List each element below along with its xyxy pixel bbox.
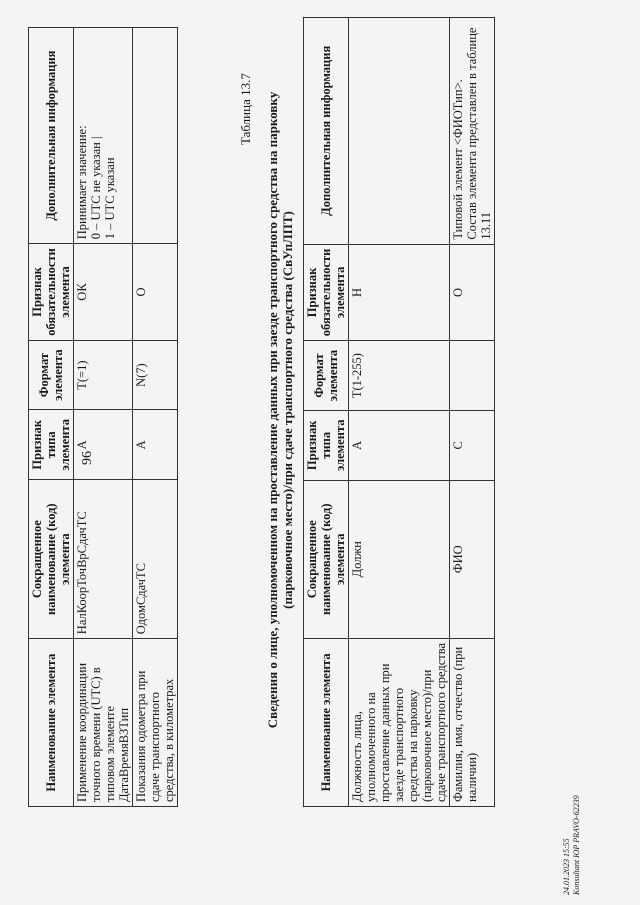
cell-required: Н [349,244,450,341]
cell-name: Фамилия, имя, отчество (при наличии) [450,638,495,806]
cell-code: Должн [349,480,450,638]
table-row [349,18,450,807]
stamp-source: Konsultant ЮР PRAVO-62239 [572,795,581,895]
header-element-format: Формат элемента [29,340,74,410]
page-number: 96 [80,451,95,465]
table-row [450,18,495,807]
cell-name: Применение координации точного времени (UTC) в типовом элементе ДатаВремяВЗТип [74,639,133,807]
header-element-type: Признак типа элемента [304,410,349,480]
cell-info [133,28,178,244]
info-line: 1 – UTC указан [103,157,117,240]
cell-code: НалКоорТочВрСдачТС [74,480,133,639]
cell-name: Должность лица, уполномоченного на проставление данных при заезде транспортного средства на парковку (парковочное место)/при сдаче транспортного средства [349,638,450,806]
info-line: Состав элемента представлен в таблице 13.11 [465,27,493,240]
header-element-code: Сокращенное наименование (код) элемента [304,480,349,638]
cell-type: А [133,410,178,480]
header-element-required: Признак обязательности элемента [304,244,349,341]
header-element-code: Сокращенное наименование (код) элемента [29,480,74,639]
table-element-list-top [28,27,178,807]
header-element-type: Признак типа элемента [29,410,74,480]
info-line: 0 – UTC не указан | [89,136,103,240]
header-element-format: Формат элемента [304,341,349,411]
header-element-required: Признак обязательности элемента [29,244,74,341]
cell-code: ОдомСдачТС [133,480,178,639]
table-row [74,28,133,807]
cell-format [450,341,495,411]
cell-type: А [74,410,133,480]
cell-type: А [349,410,450,480]
cell-info [349,18,450,245]
cell-info [450,18,495,245]
cell-format: T(1-255) [349,341,450,411]
info-line: Типовой элемент <ФИОТип>. [451,79,465,240]
table-caption: Сведения о лице, уполномоченном на проставление данных при заезде транспортного средства на парковку (парковочное место)/при сдаче транспортного средства (СвУпЛПТ) [265,91,295,729]
stamp-date: 24.01.2023 15:55 [562,838,571,895]
header-additional-info: Дополнительная информация [304,18,349,245]
print-stamp [562,795,582,895]
table-header-row [304,18,349,807]
header-element-name: Наименование элемента [29,639,74,807]
cell-format: T(=1) [74,340,133,410]
table-header-row [29,28,74,807]
cell-info [74,28,133,244]
table-element-list-bottom [303,17,495,807]
cell-name: Показания одометра при сдаче транспортного средства, в километрах [133,639,178,807]
cell-type: С [450,410,495,480]
cell-code: ФИО [450,480,495,638]
table-row [133,28,178,807]
cell-required: О [450,244,495,341]
header-element-name: Наименование элемента [304,638,349,806]
cell-required: О [133,244,178,341]
info-line: Принимает значение: [75,125,89,240]
table-label: Таблица 13.7 [238,73,253,145]
cell-format: N(7) [133,340,178,410]
header-additional-info: Дополнительная информация [29,28,74,244]
cell-required: ОК [74,244,133,341]
